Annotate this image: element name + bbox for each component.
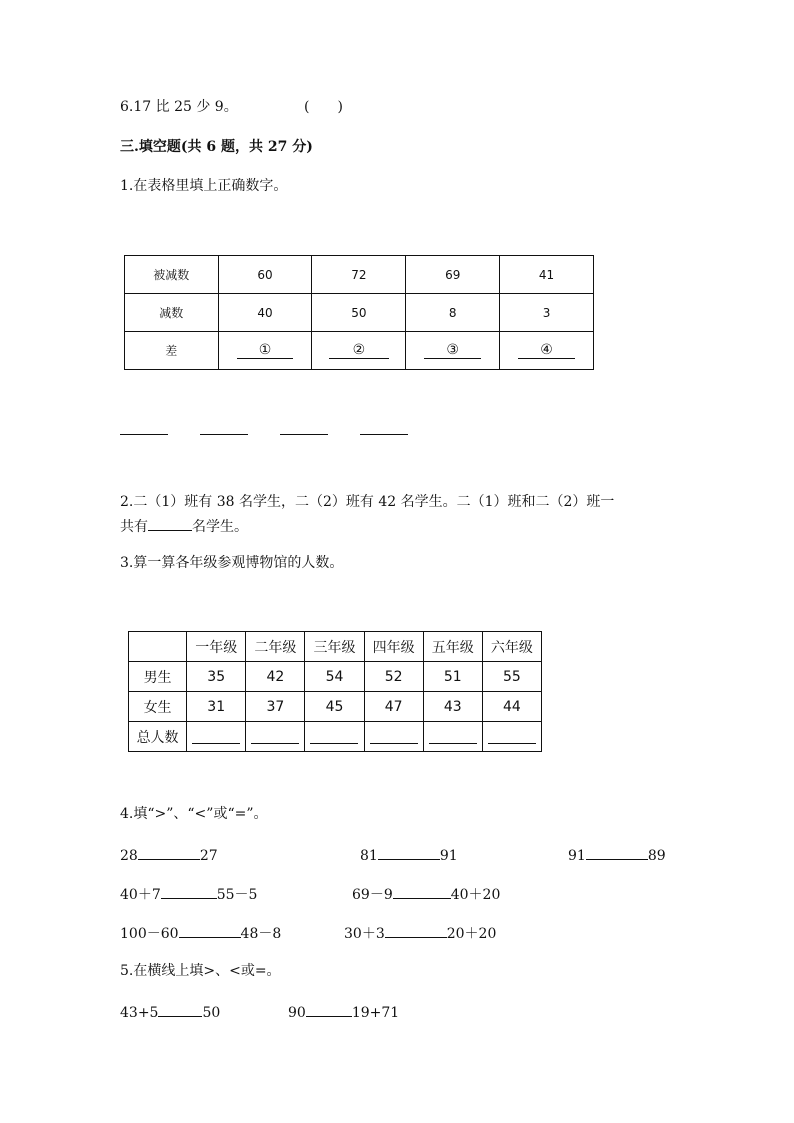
right-expr: 20＋20 <box>446 926 497 942</box>
right-expr: 19+71 <box>351 1005 400 1021</box>
table-cell: 43 <box>423 692 482 722</box>
column-header: 三年级 <box>305 632 364 662</box>
question-2-line1: 2.二（1）班有 38 名学生，二（2）班有 42 名学生。二（1）班和二（2）班一 <box>120 494 615 510</box>
question-1-text: 1.在表格里填上正确数字。 <box>120 178 288 194</box>
answer-blank[interactable] <box>306 1002 352 1017</box>
comparison-item <box>352 884 500 904</box>
left-expr: 43+5 <box>120 1005 159 1021</box>
column-header: 一年级 <box>187 632 246 662</box>
answer-marker: ① <box>237 342 294 359</box>
answer-slot[interactable] <box>246 722 305 752</box>
table-row <box>129 722 542 752</box>
answer-line[interactable] <box>360 422 408 435</box>
row-label-minuend: 被减数 <box>125 256 219 294</box>
answer-line[interactable] <box>200 422 248 435</box>
row-label-boys: 男生 <box>129 662 187 692</box>
table-cell: 35 <box>187 662 246 692</box>
left-expr: 91 <box>568 848 586 864</box>
left-expr: 28 <box>120 848 138 864</box>
left-expr: 40＋7 <box>120 887 161 903</box>
left-expr: 100－60 <box>120 926 179 942</box>
left-expr: 30＋3 <box>344 926 385 942</box>
question-3-text: 3.算一算各年级参观博物馆的人数。 <box>120 555 344 571</box>
table-cell: 47 <box>364 692 423 722</box>
table-cell: 45 <box>305 692 364 722</box>
answer-line[interactable] <box>120 422 168 435</box>
table-cell: 3 <box>500 294 594 332</box>
table-cell: 41 <box>500 256 594 294</box>
right-expr: 91 <box>439 848 458 864</box>
table-row <box>125 332 594 370</box>
table-cell: 54 <box>305 662 364 692</box>
row-label-difference: 差 <box>125 332 219 370</box>
answer-marker: ③ <box>424 342 481 359</box>
table-cell: 42 <box>246 662 305 692</box>
table-cell: 60 <box>218 256 312 294</box>
row-label-girls: 女生 <box>129 692 187 722</box>
table-cell: 50 <box>312 294 406 332</box>
answer-slot[interactable] <box>312 332 406 370</box>
right-expr: 55－5 <box>216 887 258 903</box>
table-cell: 69 <box>406 256 500 294</box>
question-4-text: 4.填“>”、“<”或“=”。 <box>120 806 268 822</box>
answer-slot[interactable] <box>500 332 594 370</box>
answer-blank[interactable] <box>378 845 440 860</box>
section-title: 三.填空题(共 6 题，共 27 分) <box>120 139 313 155</box>
answer-slot[interactable] <box>364 722 423 752</box>
answer-blank[interactable] <box>488 729 536 744</box>
answer-blank[interactable] <box>158 1002 202 1017</box>
comparison-item <box>344 923 496 943</box>
answer-blank[interactable] <box>385 923 447 938</box>
table-cell: 55 <box>482 662 541 692</box>
table-header-row <box>129 632 542 662</box>
column-header: 二年级 <box>246 632 305 662</box>
right-expr: 89 <box>647 848 666 864</box>
subtraction-table <box>124 255 594 370</box>
right-expr: 48－8 <box>240 926 282 942</box>
answer-slot[interactable] <box>218 332 312 370</box>
comparison-item <box>568 845 666 865</box>
row-label-subtrahend: 减数 <box>125 294 219 332</box>
answer-paren[interactable]: ( ) <box>304 99 343 115</box>
comparison-item <box>120 1002 220 1022</box>
answer-blank[interactable] <box>138 845 200 860</box>
answer-blank[interactable] <box>370 729 418 744</box>
left-expr: 81 <box>360 848 378 864</box>
question-6-text: 6.17 比 25 少 9。 <box>120 99 238 115</box>
museum-visitors-table <box>128 631 542 752</box>
column-header: 五年级 <box>423 632 482 662</box>
right-expr: 27 <box>199 848 218 864</box>
question-2-text-a: 共有 <box>120 519 148 535</box>
table-cell: 51 <box>423 662 482 692</box>
table-cell: 72 <box>312 256 406 294</box>
table-row <box>125 294 594 332</box>
left-expr: 90 <box>288 1005 306 1021</box>
column-header: 六年级 <box>482 632 541 662</box>
table-row <box>129 692 542 722</box>
answer-marker: ② <box>329 342 390 359</box>
answer-line[interactable] <box>280 422 328 435</box>
answer-blank[interactable] <box>429 729 477 744</box>
comparison-item <box>120 923 281 943</box>
table-row <box>125 256 594 294</box>
answer-blank[interactable] <box>393 884 451 899</box>
answer-blank[interactable] <box>251 729 299 744</box>
answer-slot[interactable] <box>482 722 541 752</box>
comparison-item <box>288 1002 399 1022</box>
right-expr: 40＋20 <box>450 887 501 903</box>
question-2-line2 <box>120 516 248 536</box>
question-2-text-b: 名学生。 <box>192 519 248 535</box>
table-cell: 40 <box>218 294 312 332</box>
question-6 <box>120 98 238 116</box>
comparison-item <box>120 884 257 904</box>
table-cell: 44 <box>482 692 541 722</box>
answer-blank[interactable] <box>148 516 192 531</box>
question-5-text: 5.在横线上填>、<或=。 <box>120 963 281 979</box>
answer-blank[interactable] <box>161 884 217 899</box>
answer-blank[interactable] <box>192 729 240 744</box>
row-label-total: 总人数 <box>129 722 187 752</box>
table-cell: 31 <box>187 692 246 722</box>
table-cell: 8 <box>406 294 500 332</box>
answer-marker: ④ <box>518 342 575 359</box>
table-corner <box>129 632 187 662</box>
answer-slot[interactable] <box>406 332 500 370</box>
table-row <box>129 662 542 692</box>
left-expr: 69－9 <box>352 887 393 903</box>
column-header: 四年级 <box>364 632 423 662</box>
answer-slot[interactable] <box>423 722 482 752</box>
right-expr: 50 <box>202 1005 221 1021</box>
answer-blank[interactable] <box>586 845 648 860</box>
comparison-item <box>120 845 218 865</box>
table-cell: 52 <box>364 662 423 692</box>
answer-slot[interactable] <box>187 722 246 752</box>
table-cell: 37 <box>246 692 305 722</box>
answer-slot[interactable] <box>305 722 364 752</box>
answer-blank[interactable] <box>310 729 358 744</box>
comparison-item <box>360 845 458 865</box>
answer-blank[interactable] <box>179 923 241 938</box>
